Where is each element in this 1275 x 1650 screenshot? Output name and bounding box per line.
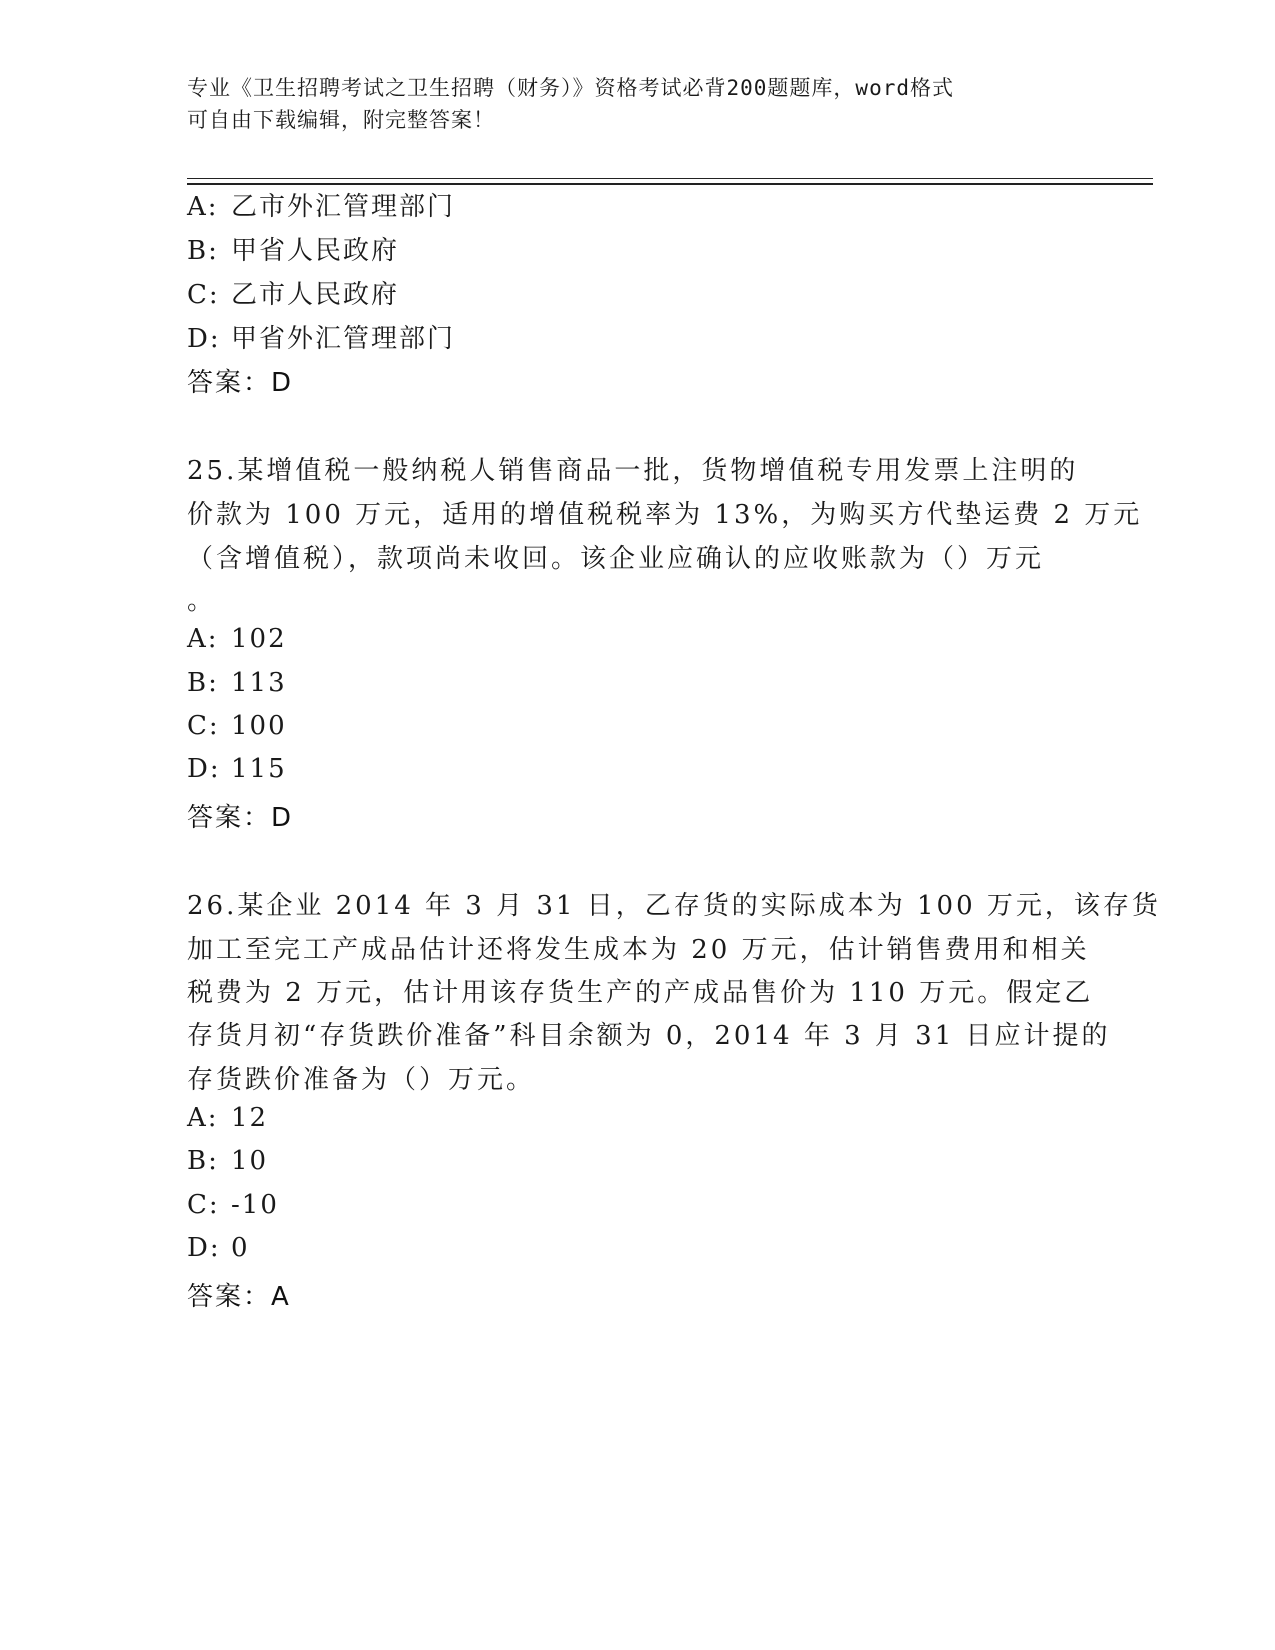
document-header <box>187 72 1067 136</box>
q25-stem-line-4: 。 <box>187 586 217 616</box>
q26-stem-line-5: 存货跌价准备为（）万元。 <box>187 1065 536 1095</box>
q25-option-d <box>187 754 287 784</box>
option-text: 100 <box>231 711 287 741</box>
q24-option-b <box>187 230 399 267</box>
q25-stem-line-3: （含增值税），款项尚未收回。该企业应确认的应收账款为（）万元 <box>187 544 1045 574</box>
option-label: C: <box>187 280 220 310</box>
option-label: A: <box>187 1103 219 1133</box>
option-label: B: <box>187 668 219 698</box>
option-text: 甲省人民政府 <box>231 236 400 266</box>
option-label: C: <box>187 711 220 741</box>
option-label: D: <box>187 1233 221 1263</box>
q24-answer: 答案：D <box>187 368 294 398</box>
option-text: 乙市人民政府 <box>231 280 400 310</box>
header-line-2: 可自由下载编辑，附完整答案！ <box>187 108 495 132</box>
q25-option-a <box>187 624 287 654</box>
q24-option-c <box>187 274 399 311</box>
q24-option-a <box>187 186 455 223</box>
option-label: B: <box>187 1146 219 1176</box>
option-text: 10 <box>231 1146 269 1176</box>
option-label: B: <box>187 236 219 266</box>
option-text: 乙市外汇管理部门 <box>231 192 456 222</box>
option-label: A: <box>187 624 219 654</box>
q25-stem-line-2: 价款为 100 万元，适用的增值税税率为 13%，为购买方代垫运费 2 万元 <box>187 500 1143 530</box>
q24-option-d <box>187 318 455 355</box>
q26-option-d <box>187 1233 250 1263</box>
option-text: 115 <box>231 754 287 784</box>
option-text: 113 <box>231 668 287 698</box>
option-text: 12 <box>231 1103 269 1133</box>
q26-stem-line-4: 存货月初“存货跌价准备”科目余额为 0，2014 年 3 月 31 日应计提的 <box>187 1021 1111 1051</box>
option-text: 甲省外汇管理部门 <box>231 324 456 354</box>
q26-answer: 答案：A <box>187 1282 291 1312</box>
q26-stem-line-1: 26.某企业 2014 年 3 月 31 日，乙存货的实际成本为 100 万元，该存货 <box>187 891 1161 921</box>
q25-stem-line-1: 25.某增值税一般纳税人销售商品一批，货物增值税专用发票上注明的 <box>187 456 1079 486</box>
q26-stem-line-2: 加工至完工产成品估计还将发生成本为 20 万元，估计销售费用和相关 <box>187 935 1090 965</box>
q26-option-b <box>187 1146 268 1176</box>
q26-option-c <box>187 1190 279 1220</box>
option-text: 0 <box>231 1233 250 1263</box>
q25-option-c <box>187 711 287 741</box>
header-divider-thin <box>187 178 1153 179</box>
q25-answer: 答案：D <box>187 803 294 833</box>
option-label: D: <box>187 754 221 784</box>
q26-stem-line-3: 税费为 2 万元，估计用该存货生产的产成品售价为 110 万元。假定乙 <box>187 978 1094 1008</box>
option-text: 102 <box>231 624 287 654</box>
option-text: -10 <box>231 1190 279 1220</box>
option-label: A: <box>187 192 219 222</box>
header-divider-thick <box>187 183 1153 185</box>
option-label: C: <box>187 1190 220 1220</box>
header-line-1: 专业《卫生招聘考试之卫生招聘（财务）》资格考试必背200题题库，word格式 <box>187 76 954 100</box>
option-label: D: <box>187 324 221 354</box>
q25-option-b <box>187 668 287 698</box>
q26-option-a <box>187 1103 268 1133</box>
